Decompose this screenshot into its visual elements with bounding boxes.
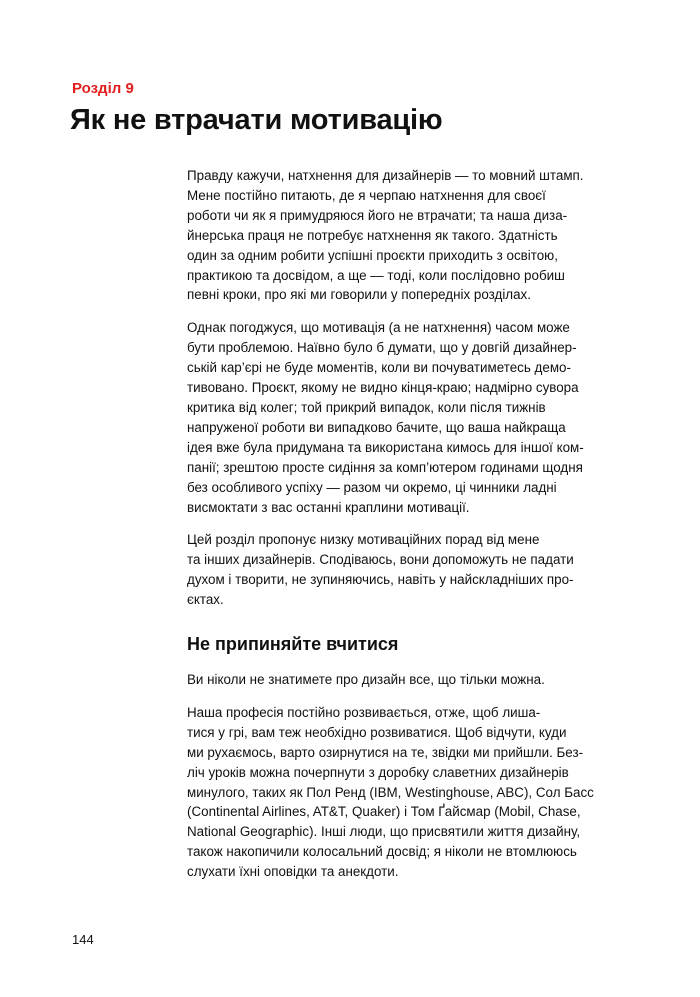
text-line: Однак погоджуся, що мотивація (а не натхнення) часом може bbox=[187, 320, 570, 336]
intro-paragraph-3 bbox=[187, 530, 607, 610]
text-line: висмоктати з вас останні краплини мотивації. bbox=[187, 499, 470, 515]
section-paragraph-2 bbox=[187, 703, 607, 882]
text-line: напруженої роботи ви випадково бачите, що ваша найкраща bbox=[187, 419, 566, 435]
text-line: ській кар’єрі не буде моментів, коли ви почуватиметесь демо- bbox=[187, 360, 571, 376]
text-line: практикою та досвідом, а ще — тоді, коли послідовно робиш bbox=[187, 267, 565, 283]
text-line: National Geographic). Інші люди, що присвятили життя дизайну, bbox=[187, 824, 581, 840]
text-line: єктах. bbox=[187, 592, 224, 608]
section-paragraph-1 bbox=[187, 670, 607, 690]
text-line: ліч уроків можна почерпнути з доробку славетних дизайнерів bbox=[187, 764, 569, 780]
text-line: роботи чи як я примудряюся його не втрачати; та наша диза- bbox=[187, 207, 568, 223]
text-line: бути проблемою. Наївно було б думати, що у довгій дизайнер- bbox=[187, 340, 577, 356]
text-line: Правду кажучи, натхнення для дизайнерів — то мовний штамп. bbox=[187, 168, 584, 183]
text-line: минулого, таких як Пол Ренд (IBM, Westinghouse, ABC), Сол Басс bbox=[187, 784, 594, 800]
text-line: слухати їхні оповідки та анекдоти. bbox=[187, 864, 399, 880]
text-line: один за одним робити успішні проєкти приходить з освітою, bbox=[187, 247, 558, 263]
text-line: Наша професія постійно розвивається, отже, щоб лиша- bbox=[187, 704, 541, 720]
text-line: без особливого успіху — разом чи окремо, ці чинники ладні bbox=[187, 479, 557, 495]
text-line: панії; зрештою просте сидіння за комп’ютером годинами щодня bbox=[187, 459, 583, 475]
text-line: також накопичили колосальний досвід; я ніколи не втомлююсь bbox=[187, 844, 577, 860]
text-line: Мене постійно питають, де я черпаю натхнення для своєї bbox=[187, 187, 546, 203]
text-line: Цей розділ пропонує низку мотиваційних порад від мене bbox=[187, 532, 540, 548]
text-line: (Continental Airlines, AT&T, Quaker) і Том Ґайсмар (Mobil, Chase, bbox=[187, 804, 581, 820]
text-line: ми рухаємось, варто озирнутися на те, звідки ми прийшли. Без- bbox=[187, 744, 584, 760]
text-line: критика від колег; той прикрий випадок, коли після тижнів bbox=[187, 399, 546, 415]
chapter-label: Розділ 9 bbox=[72, 80, 134, 97]
text-line: духом і творити, не зупиняючись, навіть у найскладніших про- bbox=[187, 572, 574, 588]
chapter-title: Як не втрачати мотивацію bbox=[70, 104, 443, 136]
intro-paragraph-1 bbox=[187, 166, 607, 305]
text-line: певні кроки, про які ми говорили у попередніх розділах. bbox=[187, 287, 531, 303]
text-line: та інших дизайнерів. Сподіваюсь, вони допоможуть не падати bbox=[187, 552, 574, 568]
section-heading: Не припиняйте вчитися bbox=[187, 634, 399, 655]
main-text-column bbox=[187, 166, 607, 895]
text-line: ідея вже була придумана та використана кимось для іншої ком- bbox=[187, 439, 584, 455]
text-line: йнерська праця не потребує натхнення як такого. Здатність bbox=[187, 227, 558, 243]
intro-paragraph-2 bbox=[187, 318, 607, 517]
page-number: 144 bbox=[72, 932, 94, 947]
text-line: тися у грі, вам теж необхідно розвиватися. Щоб відчути, куди bbox=[187, 724, 567, 740]
text-line: тивовано. Проєкт, якому не видно кінця-краю; надмірно сувора bbox=[187, 380, 579, 396]
text-line: Ви ніколи не знатимете про дизайн все, що тільки можна. bbox=[187, 672, 545, 688]
